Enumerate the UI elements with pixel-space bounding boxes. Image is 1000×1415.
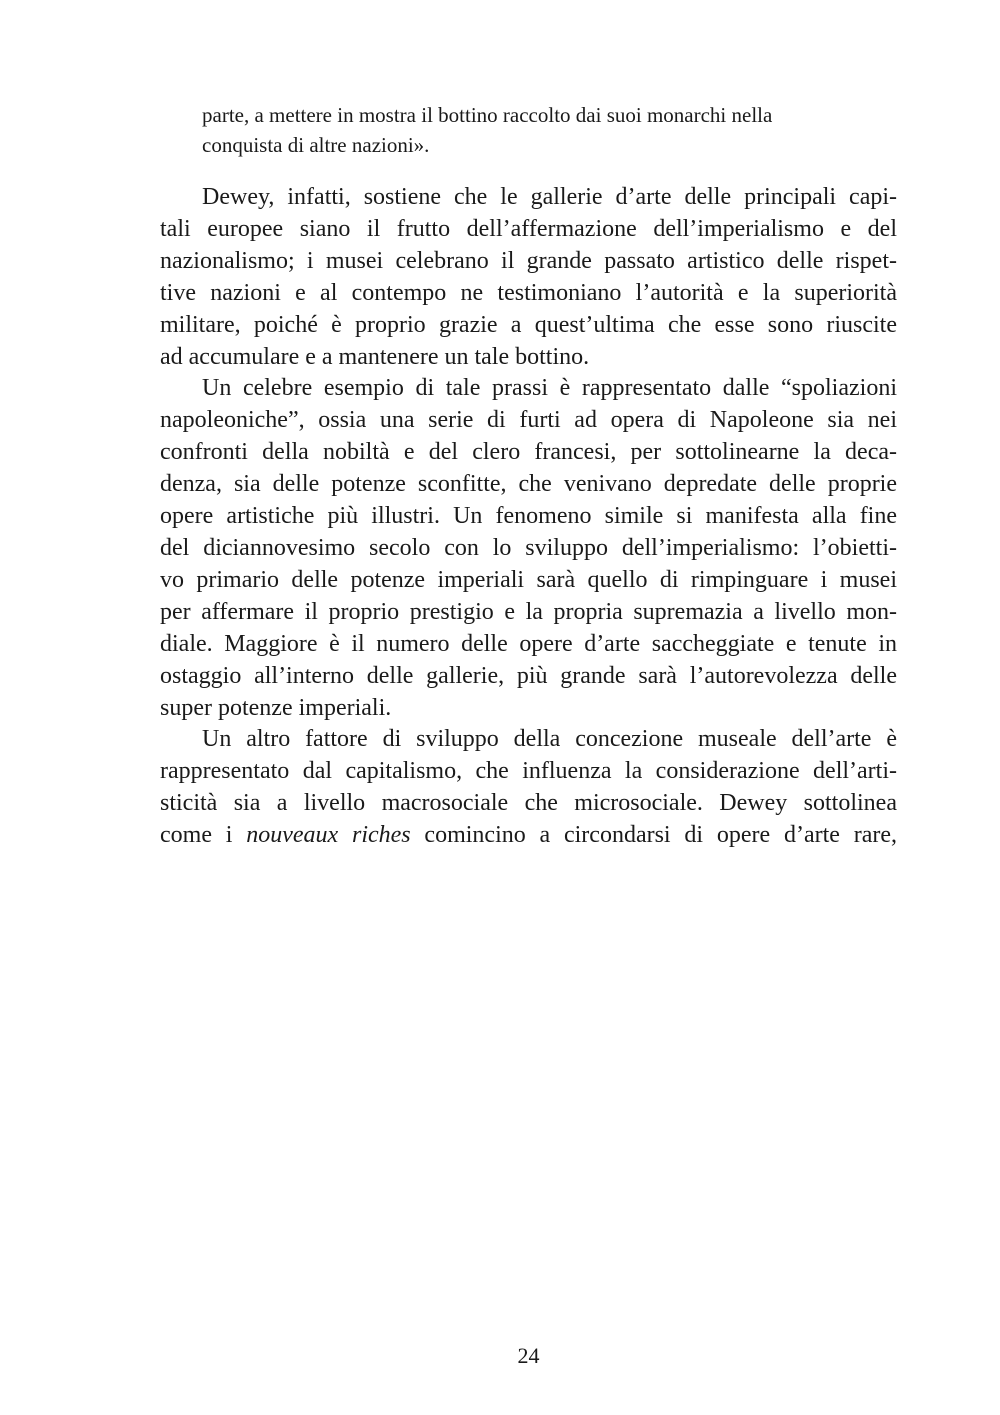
text-line: diale. Maggiore è il numero delle opere d’arte saccheggiate e tenute in — [160, 630, 897, 657]
quote-line: conquista di altre nazioni». — [202, 133, 430, 157]
text-line: sticità sia a livello macrosociale che microsociale. Dewey sottolinea — [160, 790, 897, 817]
text-line: per affermare il proprio prestigio e la propria supremazia a livello mon- — [160, 598, 897, 625]
italic-term: nouveaux riches — [246, 822, 411, 849]
text-line: militare, poiché è proprio grazie a quest’ultima che esse sono riuscite — [160, 311, 897, 338]
text-line: rappresentato dal capitalismo, che influenza la considerazione dell’arti- — [160, 758, 897, 785]
text-line: vo primario delle potenze imperiali sarà quello di rimpinguare i musei — [160, 566, 897, 593]
text-line-with-italic — [160, 820, 897, 852]
text-fragment: come i — [160, 822, 247, 849]
text-line: confronti della nobiltà e del clero francesi, per sottolinearne la deca- — [160, 439, 897, 466]
paragraph-1 — [160, 182, 897, 373]
quote-line: parte, a mettere in mostra il bottino raccolto dai suoi monarchi nella — [202, 103, 773, 127]
page-number: 24 — [517, 1343, 540, 1368]
block-quote — [202, 100, 897, 160]
text-line: Dewey, infatti, sostiene che le gallerie d’arte delle principali capi- — [202, 184, 897, 210]
body-text — [160, 182, 897, 852]
text-line: napoleoniche”, ossia una serie di furti ad opera di Napoleone sia nei — [160, 407, 897, 434]
text-line: Un celebre esempio di tale prassi è rappresentato dalle “spoliazioni — [202, 375, 897, 402]
document-page — [160, 0, 897, 1415]
paragraph-2 — [160, 373, 897, 724]
text-line: tive nazioni e al contempo ne testimoniano l’autorità e la superiorità — [160, 279, 897, 306]
text-line: del diciannovesimo secolo con lo sviluppo dell’imperialismo: l’obietti- — [160, 534, 897, 561]
text-line: ad accumulare e a mantenere un tale bottino. — [160, 343, 590, 370]
paragraph-3 — [160, 724, 897, 852]
text-line: nazionalismo; i musei celebrano il grande passato artistico delle rispet- — [160, 247, 897, 274]
text-line: denza, sia delle potenze sconfitte, che venivano depredate delle proprie — [160, 471, 897, 498]
text-line: Un altro fattore di sviluppo della concezione museale dell’arte è — [202, 726, 897, 753]
text-line: tali europee siano il frutto dell’affermazione dell’imperialismo e del — [160, 215, 897, 242]
text-fragment: comincino a circondarsi di opere d’arte rare, — [410, 822, 897, 849]
text-line: ostaggio all’interno delle gallerie, più grande sarà l’autorevolezza delle — [160, 662, 897, 689]
text-line: opere artistiche più illustri. Un fenomeno simile si manifesta alla fine — [160, 503, 897, 530]
text-line: super potenze imperiali. — [160, 694, 392, 721]
